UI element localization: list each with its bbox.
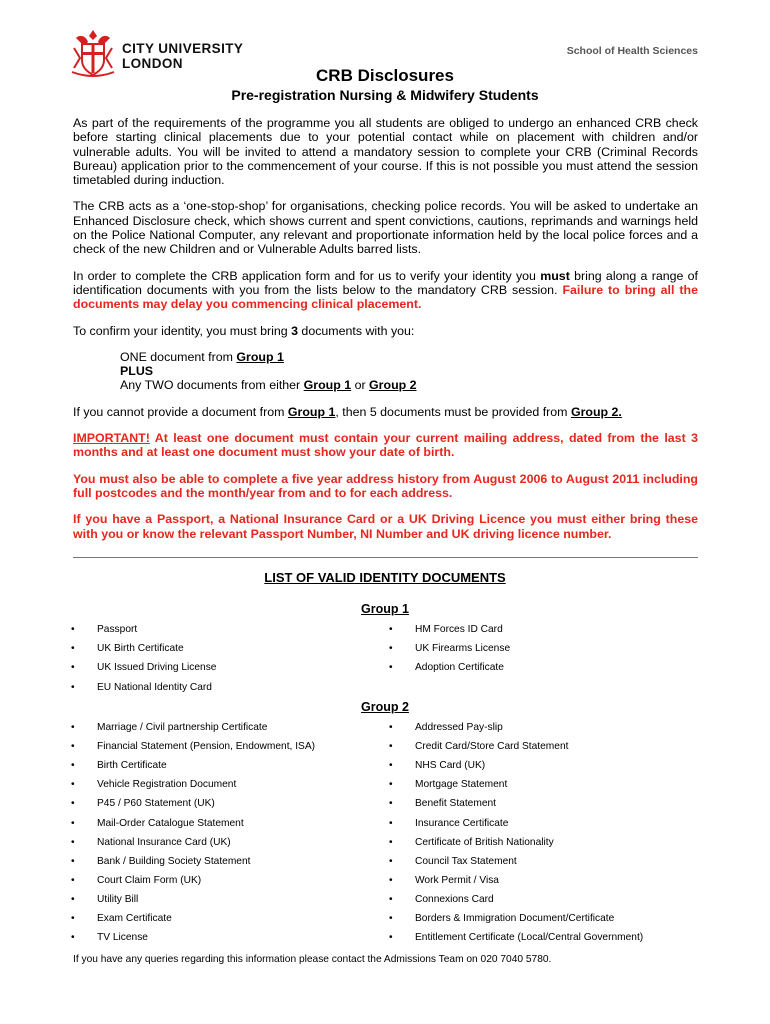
document-name: Vehicle Registration Document [97, 779, 237, 791]
passport-note-paragraph: If you have a Passport, a National Insurance Card or a UK Driving Licence you must either bring these with you or know the relevant Passport Number, NI Number and UK driving licence number. [73, 512, 698, 541]
identification-text-1: In order to complete the CRB application form and for us to verify your identity you [73, 268, 541, 283]
document-name: Birth Certificate [97, 760, 167, 772]
bullet-icon: • [389, 836, 393, 848]
page-title: CRB Disclosures [316, 66, 454, 85]
document-name: Council Tax Statement [415, 855, 517, 867]
document-name: Bank / Building Society Statement [97, 855, 251, 867]
document-name: Mortgage Statement [415, 779, 508, 791]
bullet-icon: • [389, 798, 393, 810]
document-count-text-1: To confirm your identity, you must bring [73, 323, 292, 338]
requirement-line-3-text: Any TWO documents from either [120, 378, 304, 393]
group1-heading: Group 1 [361, 602, 409, 616]
document-name: Connexions Card [415, 893, 494, 905]
document-name: Work Permit / Visa [415, 874, 499, 886]
important-text: At least one document must contain your current mailing address, dated from the last 3 months and at least one document must show your date of birth. [73, 431, 698, 460]
bullet-icon: • [71, 722, 75, 733]
document-name: TV License [97, 932, 148, 944]
identification-text-2: bring along a range of identification documents with you from the lists below to the mandatory CRB session. [73, 268, 698, 297]
document-name: UK Issued Driving License [97, 662, 217, 674]
section-divider [73, 557, 698, 558]
bullet-icon: • [71, 874, 75, 886]
document-name: Insurance Certificate [415, 817, 509, 829]
bullet-icon: • [71, 932, 75, 944]
bullet-icon: • [389, 893, 393, 905]
bullet-icon: • [71, 624, 75, 635]
requirement-or: or [351, 378, 370, 393]
contact-footer: If you have any queries regarding this information please contact the Admissions Team on 020 7040 5780. [73, 954, 552, 965]
bullet-icon: • [71, 662, 75, 674]
bullet-icon: • [389, 722, 393, 733]
bullet-icon: • [389, 855, 393, 867]
requirement-line-1 [120, 350, 698, 364]
alternative-paragraph [73, 405, 698, 419]
document-name: UK Firearms License [415, 643, 511, 655]
bullet-icon: • [389, 624, 393, 635]
bullet-icon: • [389, 741, 393, 753]
school-name: School of Health Sciences [566, 45, 698, 57]
identification-must: must [540, 268, 570, 283]
document-name: Adoption Certificate [415, 662, 504, 674]
alternative-text-1: If you cannot provide a document from [73, 404, 288, 419]
document-name: Financial Statement (Pension, Endowment, ISA) [97, 741, 316, 753]
document-body [73, 116, 698, 553]
requirement-line3-group1: Group 1 [303, 378, 352, 393]
bullet-icon: • [389, 760, 393, 772]
requirement-plus: PLUS [120, 364, 154, 379]
document-name: Passport [97, 624, 138, 635]
document-name: Credit Card/Store Card Statement [415, 741, 569, 753]
bullet-icon: • [389, 932, 393, 944]
alternative-group1: Group 1 [287, 404, 336, 419]
document-name: Exam Certificate [97, 913, 172, 924]
document-name: Borders & Immigration Document/Certificate [415, 913, 615, 924]
document-count-number: 3 [291, 323, 298, 338]
address-history-paragraph: You must also be able to complete a five year address history from August 2006 to August 2011 including full postcodes and the month/year from and to for each address. [73, 471, 698, 500]
bullet-icon: • [71, 741, 75, 753]
group2-heading: Group 2 [361, 700, 409, 714]
bullet-icon: • [71, 913, 75, 924]
document-name: Benefit Statement [415, 798, 496, 810]
document-name: HM Forces ID Card [415, 624, 503, 635]
alternative-text-2: , then 5 documents must be provided from [335, 404, 571, 419]
bullet-icon: • [389, 913, 393, 924]
document-name: Entitlement Certificate (Local/Central Government) [415, 932, 644, 944]
important-label: IMPORTANT! [73, 431, 150, 446]
requirement-line3-group2: Group 2 [369, 378, 417, 393]
document-count-text-2: documents with you: [297, 323, 415, 338]
bullet-icon: • [389, 779, 393, 791]
bullet-icon: • [71, 760, 75, 772]
document-name: Utility Bill [97, 893, 139, 905]
requirement-block [120, 350, 698, 393]
bullet-icon: • [71, 893, 75, 905]
identification-warning: Failure to bring all the documents may delay you commencing clinical placement. [73, 282, 698, 312]
document-name: EU National Identity Card [97, 681, 212, 693]
intro-paragraph: As part of the requirements of the programme you all students are obliged to undergo an enhanced CRB check before starting clinical placements due to your potential contact while on placement with children and/or vulnerable adults. You will be invited to attend a mandatory session to complete your CRB (Criminal Records Bureau) application prior to the commencement of your course. If this is not possible you must attend the session timetabled during induction. [73, 116, 698, 188]
important-paragraph [73, 431, 698, 460]
document-name: NHS Card (UK) [415, 760, 486, 772]
document-name: Mail-Order Catalogue Statement [97, 817, 244, 829]
bullet-icon: • [389, 662, 393, 674]
bullet-icon: • [389, 643, 393, 655]
document-count-paragraph [73, 324, 698, 338]
university-name-line2: LONDON [122, 56, 183, 71]
document-name: National Insurance Card (UK) [97, 836, 231, 848]
page-subtitle: Pre-registration Nursing & Midwifery Students [231, 87, 539, 103]
requirement-line-3 [120, 378, 698, 392]
requirement-line-1-text: ONE document from [120, 349, 237, 364]
crb-description-paragraph: The CRB acts as a ‘one-stop-shop’ for organisations, checking police records. You will be asked to undertake an Enhanced Disclosure check, which shows current and spent convictions, cautions, reprimands and warnings held on the Police National Computer, any relevant and proportionate information held by the local police forces and a check of the new Children and or Vulnerable Adults barred lists. [73, 199, 698, 257]
bullet-icon: • [71, 779, 75, 791]
bullet-icon: • [71, 817, 75, 829]
identification-paragraph [73, 269, 698, 312]
document-name: P45 / P60 Statement (UK) [97, 798, 215, 810]
bullet-icon: • [71, 836, 75, 848]
document-name: Marriage / Civil partnership Certificate [97, 722, 268, 733]
bullet-icon: • [71, 798, 75, 810]
bullet-icon: • [71, 855, 75, 867]
bullet-icon: • [71, 681, 75, 693]
alternative-group2: Group 2. [570, 404, 622, 419]
bullet-icon: • [71, 643, 75, 655]
requirement-group1: Group 1 [236, 349, 284, 364]
document-name: Certificate of British Nationality [415, 836, 554, 848]
university-name-line1: CITY UNIVERSITY [122, 41, 244, 56]
document-name: UK Birth Certificate [97, 643, 184, 655]
bullet-icon: • [389, 817, 393, 829]
document-name: Addressed Pay-slip [415, 722, 503, 733]
bullet-icon: • [389, 874, 393, 886]
document-list-title: LIST OF VALID IDENTITY DOCUMENTS [264, 570, 506, 585]
document-name: Court Claim Form (UK) [97, 874, 202, 886]
